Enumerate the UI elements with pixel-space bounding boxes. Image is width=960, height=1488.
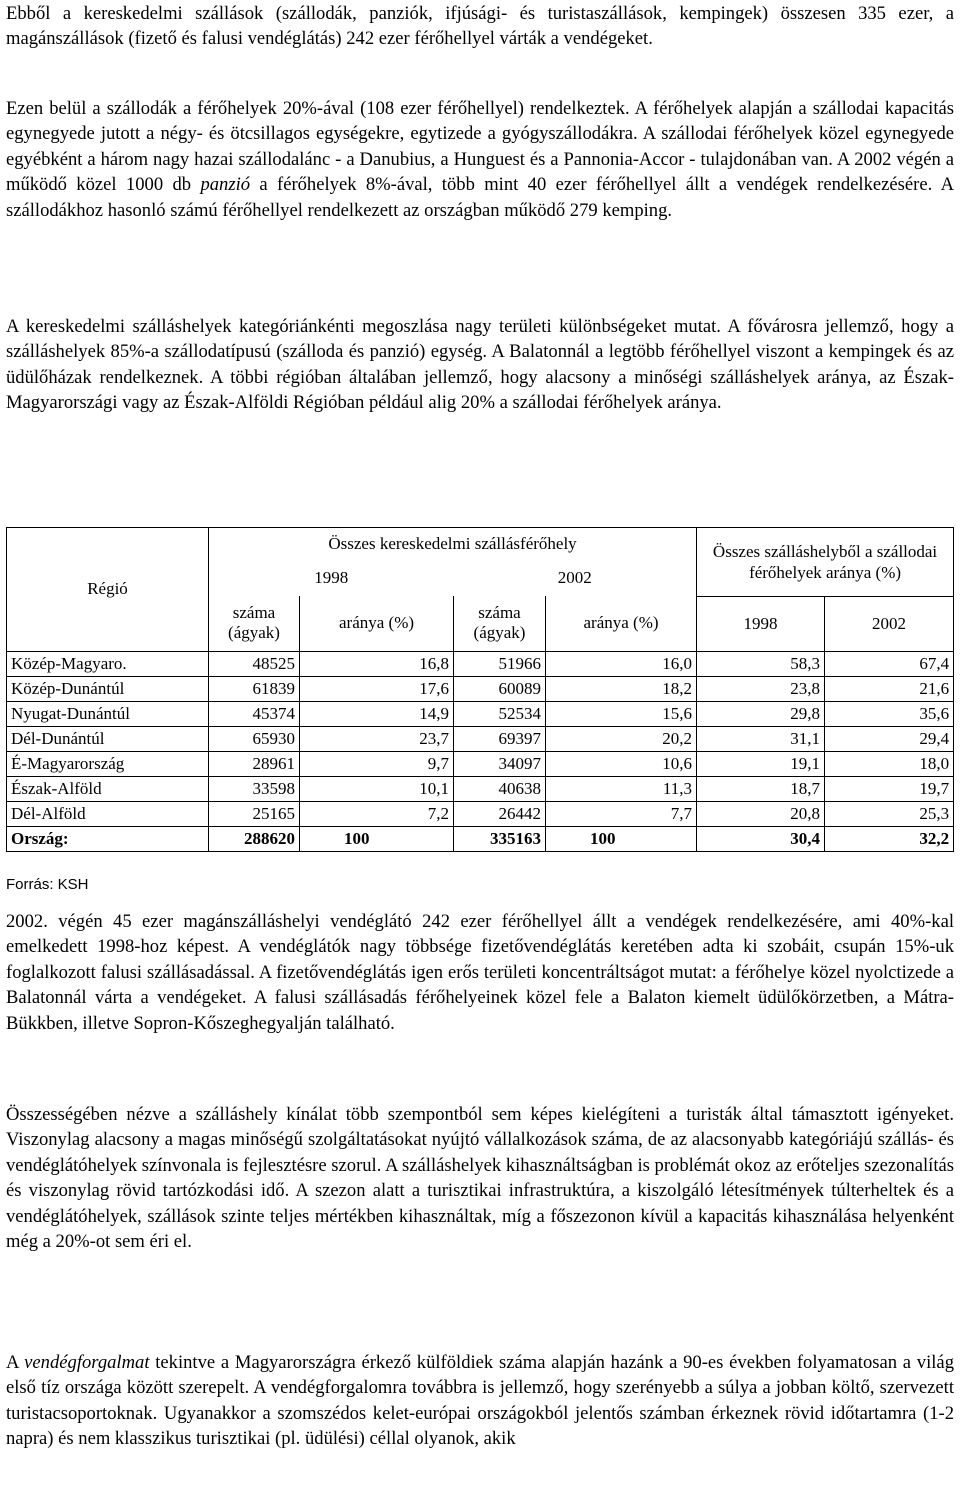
header-year-2002: 2002 [454, 560, 697, 596]
cell-count-2002: 40638 [454, 776, 546, 801]
cell-count-2002: 52534 [454, 701, 546, 726]
cell-share-2002: 18,2 [546, 676, 697, 701]
cell-count-1998: 25165 [209, 801, 300, 826]
cell-count-1998: 28961 [209, 751, 300, 776]
cell-count-1998: 288620 [209, 826, 300, 851]
cell-hotel-2002: 21,6 [825, 676, 954, 701]
header-count-1998: száma (ágyak) [209, 596, 300, 651]
cell-region: Észak-Alföld [7, 776, 209, 801]
header-hotel-share-2002: 2002 [825, 596, 954, 651]
cell-hotel-1998: 29,8 [697, 701, 825, 726]
cell-share-1998: 10,1 [300, 776, 454, 801]
header-share-2002: aránya (%) [546, 596, 697, 651]
cell-share-2002: 16,0 [546, 651, 697, 676]
cell-hotel-1998: 18,7 [697, 776, 825, 801]
cell-count-2002: 335163 [454, 826, 546, 851]
table-source-note: Forrás: KSH [6, 876, 89, 893]
paragraph-accommodation-totals: Ebből a kereskedelmi szállások (szállodák, panziók, ifjúsági- és turistaszállások, kempingek) összesen 335 ezer, a magánszállások (fizető és falusi vendéglátás) 242 ezer férőhellyel várták a vendégeket. [6, 3, 954, 50]
cell-region: É-Magyarország [7, 751, 209, 776]
cell-region: Közép-Dunántúl [7, 676, 209, 701]
cell-share-1998: 16,8 [300, 651, 454, 676]
cell-count-1998: 61839 [209, 676, 300, 701]
table-row [7, 651, 954, 676]
paragraph-hotels-text-a: Ezen belül a szállodák a férőhelyek 20%-ával (108 ezer férőhellyel) rendelkeztek. A férőhelyek alapján a szállodai kapacitás egynegyede jutott a négy- és ötcsillagos egységekre, egytizede a gyógyszállodákra. A szállodai férőhelyek közel egynegyede egyébként a három nagy hazai szállodalánc - a Danubius, a Hunguest és a Pannonia-Accor - tulajdonában van. A 2002 végén a működő közel 1000 db [6, 98, 954, 196]
paragraph-regional-distribution: A kereskedelmi szálláshelyek kategóriánkénti megoszlása nagy területi különbségeket mutat. A fővárosra jellemző, hogy a szálláshelyek 85%-a szállodatípusú (szálloda és panzió) egység. A Balatonnál a legtöbb férőhellyel viszont a kempingek és az üdülőházak rendelkeznek. A többi régióban általában jellemző, hogy alacsony a minőségi szálláshelyek aránya, az Észak-Magyarországi vagy az Észak-Alföldi Régióban például alig 20% a szállodai férőhelyek aránya. [6, 316, 954, 414]
table-row [7, 801, 954, 826]
cell-share-1998: 14,9 [300, 701, 454, 726]
cell-share-1998: 23,7 [300, 726, 454, 751]
cell-region: Ország: [7, 826, 209, 851]
paragraph-private-accommodation: 2002. végén 45 ezer magánszálláshelyi vendéglátó 242 ezer férőhellyel állt a vendégek rendelkezésére, ami 40%-kal emelkedett 1998-hoz képest. A vendéglátók nagy többsége fizetővendéglátás keretében adta ki szobáit, csupán 15%-uk foglalkozott falusi szállásadással. A fizetővendéglátás igen erős területi koncentráltságot mutat: a férőhelye közel nyolctizede a Balatonnál várta a vendégeket. A falusi szállásadás férőhelyeinek közel fele a Balaton kiemelt üdülőkörzetben, a Mátra-Bükkben, illetve Sopron-Kőszeghegyalján található. [6, 911, 954, 1034]
cell-count-1998: 45374 [209, 701, 300, 726]
table-row [7, 701, 954, 726]
cell-share-1998: 9,7 [300, 751, 454, 776]
table-row [7, 751, 954, 776]
cell-share-2002: 7,7 [546, 801, 697, 826]
table-row [7, 676, 954, 701]
cell-count-2002: 26442 [454, 801, 546, 826]
paragraph-hotels-text-b: a férőhelyek 8%-ával, több mint 40 ezer férőhellyel állt a vendégek rendelkezésére. A szállodákhoz hasonló számú férőhellyel rendelkezett az országban működő 279 kemping. [6, 174, 954, 221]
cell-share-1998: 100 [300, 826, 454, 851]
header-group-total-places: Összes kereskedelmi szállásférőhely [209, 528, 697, 561]
cell-region: Közép-Magyaro. [7, 651, 209, 676]
cell-share-1998: 7,2 [300, 801, 454, 826]
table-row [7, 776, 954, 801]
cell-hotel-1998: 20,8 [697, 801, 825, 826]
cell-hotel-1998: 19,1 [697, 751, 825, 776]
cell-region: Nyugat-Dunántúl [7, 701, 209, 726]
cell-count-2002: 51966 [454, 651, 546, 676]
cell-hotel-2002: 32,2 [825, 826, 954, 851]
paragraph-visitor-emphasis: vendégforgalmat [24, 1352, 150, 1373]
cell-count-1998: 65930 [209, 726, 300, 751]
cell-region: Dél-Alföld [7, 801, 209, 826]
cell-count-2002: 60089 [454, 676, 546, 701]
paragraph-hotels [6, 96, 954, 223]
table-header-row-1 [7, 528, 954, 561]
cell-share-1998: 17,6 [300, 676, 454, 701]
header-group-hotel-share: Összes szálláshelyből a szállodai férőhelyek aránya (%) [697, 528, 954, 597]
cell-hotel-1998: 58,3 [697, 651, 825, 676]
cell-share-2002: 10,6 [546, 751, 697, 776]
paragraph-visitor-text-a: A [6, 1352, 25, 1373]
cell-hotel-2002: 67,4 [825, 651, 954, 676]
header-region: Régió [7, 528, 209, 652]
cell-share-2002: 15,6 [546, 701, 697, 726]
paragraph-overall-assessment: Összességében nézve a szálláshely kínálat több szempontból sem képes kielégíteni a turisták által támasztott igényeket. Viszonylag alacsony a magas minőségű szolgáltatásokat nyújtó vállalkozások száma, de az alacsonyabb kategóriájú szállás- és vendéglátóhelyek színvonala is fejlesztésre szorul. A szálláshelyek kihasználtságban is problémát okoz az erőteljes szezonalítás és viszonylag rövid tartózkodási idő. A szezon alatt a turisztikai infrastruktúra, a kiszolgáló létesítmények túlterheltek és a vendéglátóhelyek, szállások szinte teljes mértékben kihasználtak, míg a főszezonon kívül a kapacitás kihasználása helyenként még a 20%-ot sem éri el. [6, 1104, 954, 1253]
cell-hotel-1998: 30,4 [697, 826, 825, 851]
cell-share-2002: 20,2 [546, 726, 697, 751]
cell-count-1998: 48525 [209, 651, 300, 676]
cell-hotel-2002: 19,7 [825, 776, 954, 801]
cell-region: Dél-Dunántúl [7, 726, 209, 751]
table-row [7, 726, 954, 751]
header-year-1998: 1998 [209, 560, 454, 596]
regional-accommodation-table [6, 527, 954, 852]
paragraph-visitor-text-b: tekintve a Magyarországra érkező külföldiek száma alapján hazánk a 90-es években folyamatosan a világ első tíz országa között szerepelt. A vendégforgalomra továbbra is jellemző, hogy szerényebb a súlya a jobban költő, szervezett turistacsoportoknak. Ugyanakkor a szomszédos kelet-európai országokból jelentős számban érkeznek rövid időtartamra (1-2 napra) és nem klasszikus turisztikai (pl. üdülési) céllal olyanok, akik [6, 1352, 954, 1450]
cell-hotel-2002: 18,0 [825, 751, 954, 776]
cell-share-2002: 100 [546, 826, 697, 851]
header-hotel-share-1998: 1998 [697, 596, 825, 651]
header-count-2002: száma (ágyak) [454, 596, 546, 651]
header-share-1998: aránya (%) [300, 596, 454, 651]
paragraph-hotels-emphasis: panzió [200, 174, 251, 196]
cell-share-2002: 11,3 [546, 776, 697, 801]
cell-hotel-2002: 35,6 [825, 701, 954, 726]
cell-hotel-1998: 31,1 [697, 726, 825, 751]
cell-count-2002: 34097 [454, 751, 546, 776]
cell-count-2002: 69397 [454, 726, 546, 751]
cell-hotel-2002: 25,3 [825, 801, 954, 826]
cell-hotel-2002: 29,4 [825, 726, 954, 751]
table-row-total [7, 826, 954, 851]
cell-count-1998: 33598 [209, 776, 300, 801]
cell-hotel-1998: 23,8 [697, 676, 825, 701]
paragraph-visitor-traffic [6, 1350, 954, 1452]
